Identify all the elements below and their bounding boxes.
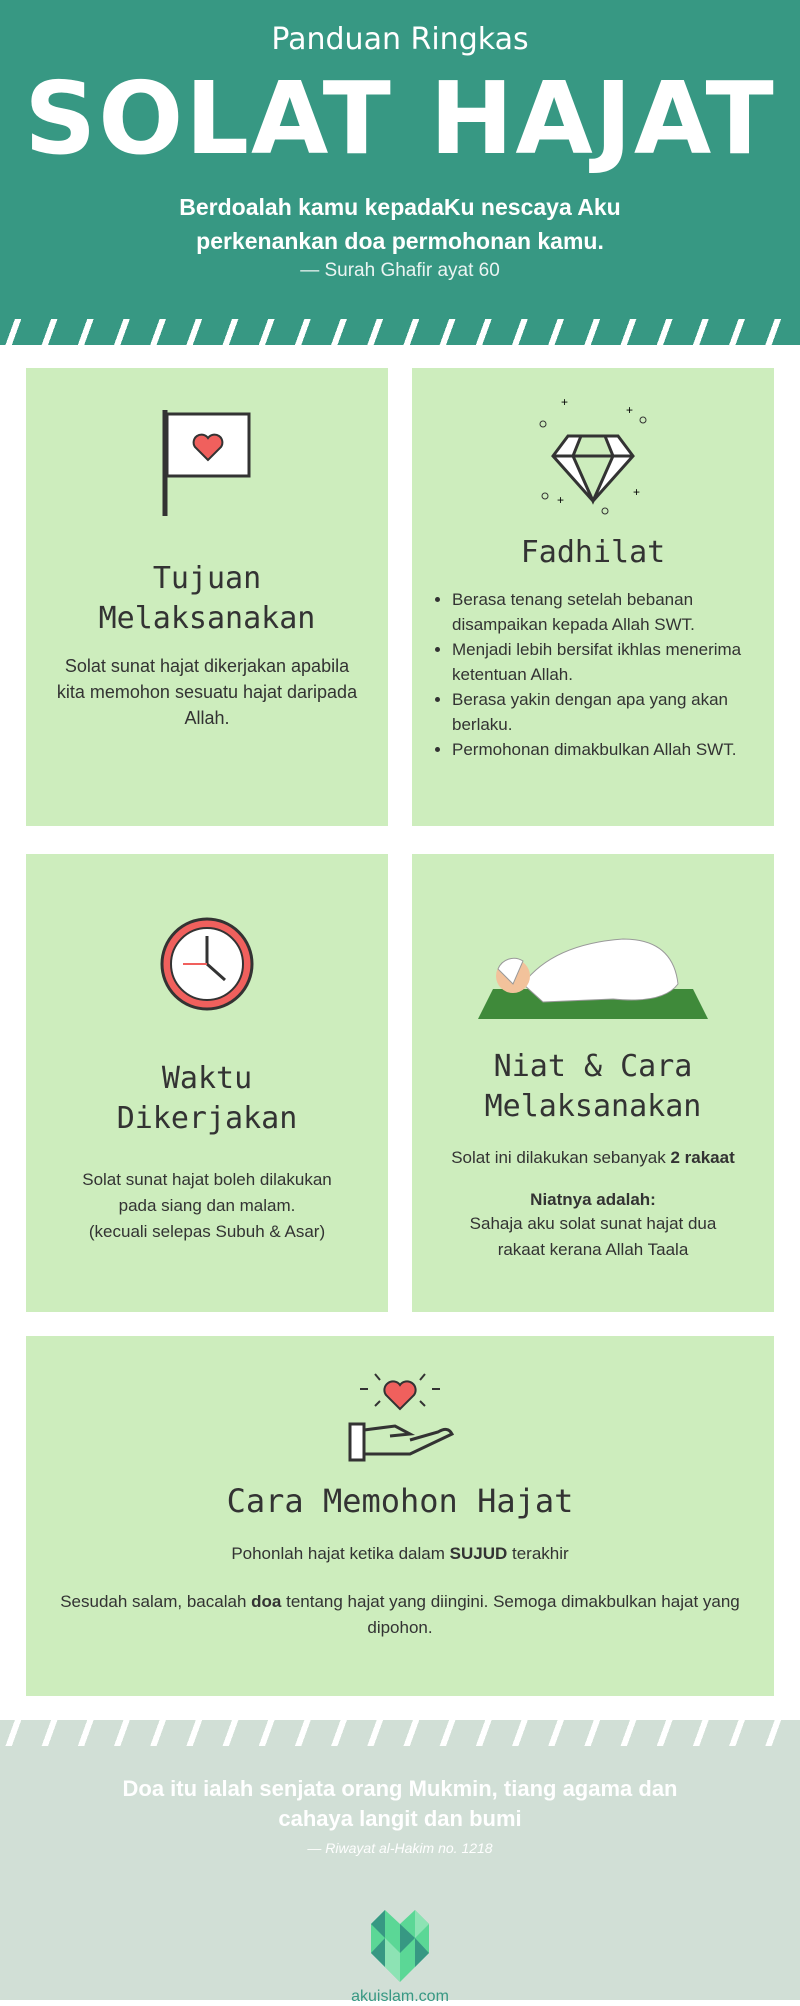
title-line: Waktu <box>161 1061 253 1096</box>
card-waktu <box>26 854 388 1312</box>
text: tentang hajat yang diingini. Semoga dimakbulkan hajat yang dipohon. <box>286 1592 740 1637</box>
card-cara <box>26 1336 774 1696</box>
text: Pohonlah hajat ketika dalam <box>231 1544 445 1563</box>
quote-line: Berdoalah kamu kepadaKu nescaya Aku <box>179 194 621 220</box>
card-text <box>412 1145 774 1171</box>
brand-link[interactable]: akuislam.com <box>351 1988 449 2005</box>
card-text: Solat sunat hajat dikerjakan apabila kita memohon sesuatu hajat daripada Allah. <box>56 656 358 728</box>
svg-text:+: + <box>561 396 569 409</box>
title-line: Tujuan <box>152 561 262 596</box>
bold-text: SUJUD <box>449 1544 508 1563</box>
text: terakhir <box>512 1544 569 1563</box>
card-niat <box>412 854 774 1312</box>
title-line: Dikerjakan <box>116 1101 298 1136</box>
text-line: (kecuali selepas Subuh & Asar) <box>88 1222 326 1241</box>
niat-text: Sahaja aku solat sunat hajat dua rakaat kerana Allah Taala <box>469 1214 717 1259</box>
card-title <box>26 1059 388 1139</box>
title-line: Melaksanakan <box>98 601 316 636</box>
flag-heart-icon <box>157 408 257 518</box>
list-item: • Permohonan dimakbulkan Allah SWT. <box>452 737 754 762</box>
svg-text:+: + <box>633 485 641 499</box>
bold-text: doa <box>251 1592 282 1611</box>
card-title: Cara Memohon Hajat <box>226 1482 574 1520</box>
niat-label: Niatnya adalah: <box>530 1190 656 1209</box>
subtitle: Panduan Ringkas <box>271 22 529 57</box>
card-text <box>26 1541 774 1567</box>
stripe-divider <box>0 319 800 345</box>
header-quote <box>0 190 800 258</box>
list-item: • Berasa yakin dengan apa yang akan berlaku. <box>452 687 754 737</box>
fadhilat-list <box>412 587 774 762</box>
text-line: Solat sunat hajat boleh dilakukan <box>82 1170 332 1189</box>
list-item: • Berasa tenang setelah bebanan disampaikan kepada Allah SWT. <box>452 587 754 637</box>
card-tujuan <box>26 368 388 826</box>
card-text <box>46 1589 754 1641</box>
card-title <box>26 559 388 639</box>
quote-line: perkenankan doa permohonan kamu. <box>196 228 604 254</box>
svg-text:+: + <box>626 403 634 417</box>
text: Sesudah salam, bacalah <box>60 1592 247 1611</box>
header <box>0 0 800 345</box>
card-fadhilat <box>412 368 774 826</box>
hand-heart-icon <box>340 1364 460 1464</box>
card-title <box>412 1047 774 1127</box>
diamond-icon <box>533 396 653 516</box>
stripe-divider <box>0 1720 800 1746</box>
sujud-illustration <box>463 914 723 1024</box>
quote-source: — Surah Ghafir ayat 60 <box>300 260 500 281</box>
card-text <box>26 1167 388 1245</box>
svg-text:+: + <box>557 493 565 507</box>
text: Solat ini dilakukan sebanyak <box>451 1148 666 1167</box>
text-line: pada siang dan malam. <box>118 1196 296 1215</box>
card-title: Fadhilat <box>520 535 666 570</box>
footer-quote: Doa itu ialah senjata orang Mukmin, tiang agama dan cahaya langit dan bumi <box>122 1776 678 1831</box>
footer-source: — Riwayat al-Hakim no. 1218 <box>307 1840 493 1856</box>
title-line: Melaksanakan <box>484 1089 702 1124</box>
title-line: Niat & Cara <box>493 1049 693 1084</box>
footer <box>0 1720 800 2005</box>
clock-icon <box>157 914 257 1014</box>
akuislam-logo <box>371 1910 429 1982</box>
page-title: SOLAT HAJAT <box>24 60 776 177</box>
list-item: • Menjadi lebih bersifat ikhlas menerima ketentuan Allah. <box>452 637 754 687</box>
rakaat-count: 2 rakaat <box>670 1148 735 1167</box>
